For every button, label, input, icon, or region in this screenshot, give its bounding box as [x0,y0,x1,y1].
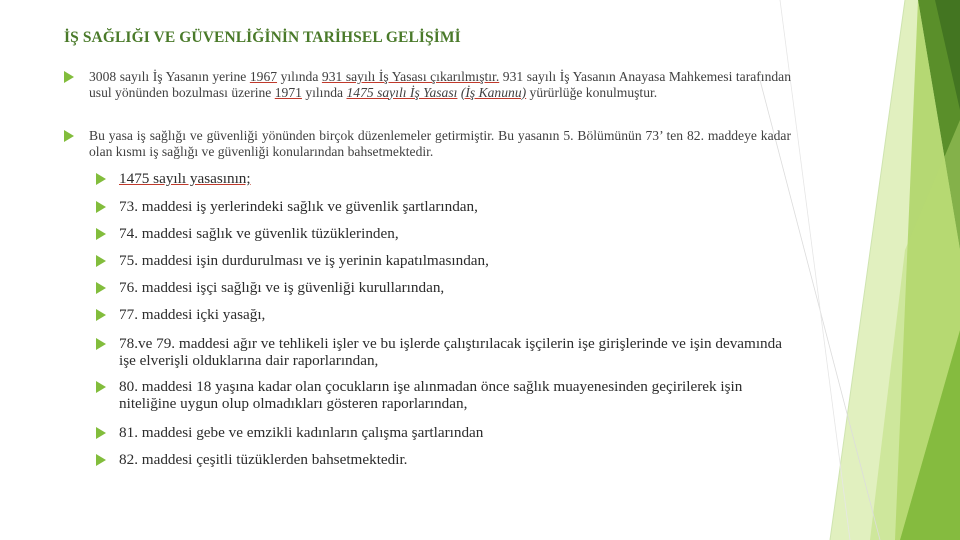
law-1475-reference: 1475 sayılı İş Yasası [346,84,458,100]
paragraph-1-text: yürürlüğe konulmuştur. [526,84,658,100]
paragraph-1-text: yılında [301,84,347,100]
sub-bullet-arrow-icon [96,228,106,240]
sub-bullet-arrow-icon [96,454,106,466]
sub-item-article-77: 77. maddesi içki yasağı, [119,306,266,323]
sub-item-article-73: 73. maddesi iş yerlerindeki sağlık ve güvenlik şartlarından, [119,198,478,215]
sub-item-article-78-79: 78.ve 79. maddesi ağır ve tehlikeli işler ve bu işlerde çalıştırılacak işçilerin işe girişlerinde ve işin devamında işe elverişli olduklarına dair raporlarından, [119,335,782,369]
slide-title: İŞ SAĞLIĞI VE GÜVENLİĞİNİN TARİHSEL GELİŞİMİ [64,29,461,46]
sub-item-article-75: 75. maddesi işin durdurulması ve iş yerinin kapatılmasından, [119,252,489,269]
sub-item-article-80: 80. maddesi 18 yaşına kadar olan çocukların işe alınmadan önce sağlık muayenesinden geçirilerek işin niteliğine uygun olup olmadıkları gösteren raporlarından, [119,378,743,412]
paragraph-1 [89,69,791,100]
sub-bullet-arrow-icon [96,282,106,294]
sub-item-article-82: 82. maddesi çeşitli tüzüklerden bahsetmektedir. [119,451,408,468]
sub-item-law-1475 [119,170,799,187]
sub-bullet-arrow-icon [96,173,106,185]
sub-item-article-76: 76. maddesi işçi sağlığı ve iş güvenliği kurullarından, [119,279,445,296]
sub-bullet-arrow-icon [96,255,106,267]
sub-bullet-arrow-icon [96,338,106,350]
law-931-reference: 931 sayılı İş Yasası çıkarılmıştır. [321,69,500,84]
paragraph-2: Bu yasa iş sağlığı ve güvenliği yönünden birçok düzenlemeler getirmiştir. Bu yasanın 5. Bölümünün 73’ ten 82. maddeye kadar olan kısmı iş sağlığı ve güvenliği konularından bahsetmektedir. [89,128,791,159]
year-1967: 1967 [249,69,278,84]
bullet-arrow-icon [64,71,74,83]
year-1971: 1971 [274,84,302,100]
paragraph-1-text: 3008 sayılı İş Yasanın yerine [89,69,250,84]
is-kanunu-reference: (İş Kanunu) [460,84,527,100]
sub-item-article-81: 81. maddesi gebe ve emzikli kadınların çalışma şartlarından [119,424,484,441]
paragraph-1-text: yılında [277,69,322,84]
sub-item-article-74: 74. maddesi sağlık ve güvenlik tüzüklerinden, [119,225,399,242]
paragraph-1-text: 931 sayılı İş Yasanın Anayasa Mahkemesi tarafından usul yönünden bozulması üzerine [89,69,791,100]
sub-bullet-arrow-icon [96,309,106,321]
sub-bullet-arrow-icon [96,381,106,393]
sub-bullet-arrow-icon [96,427,106,439]
sub-bullet-arrow-icon [96,201,106,213]
bullet-arrow-icon [64,130,74,142]
sub-item-text: 1475 sayılı yasasının; [119,170,251,187]
